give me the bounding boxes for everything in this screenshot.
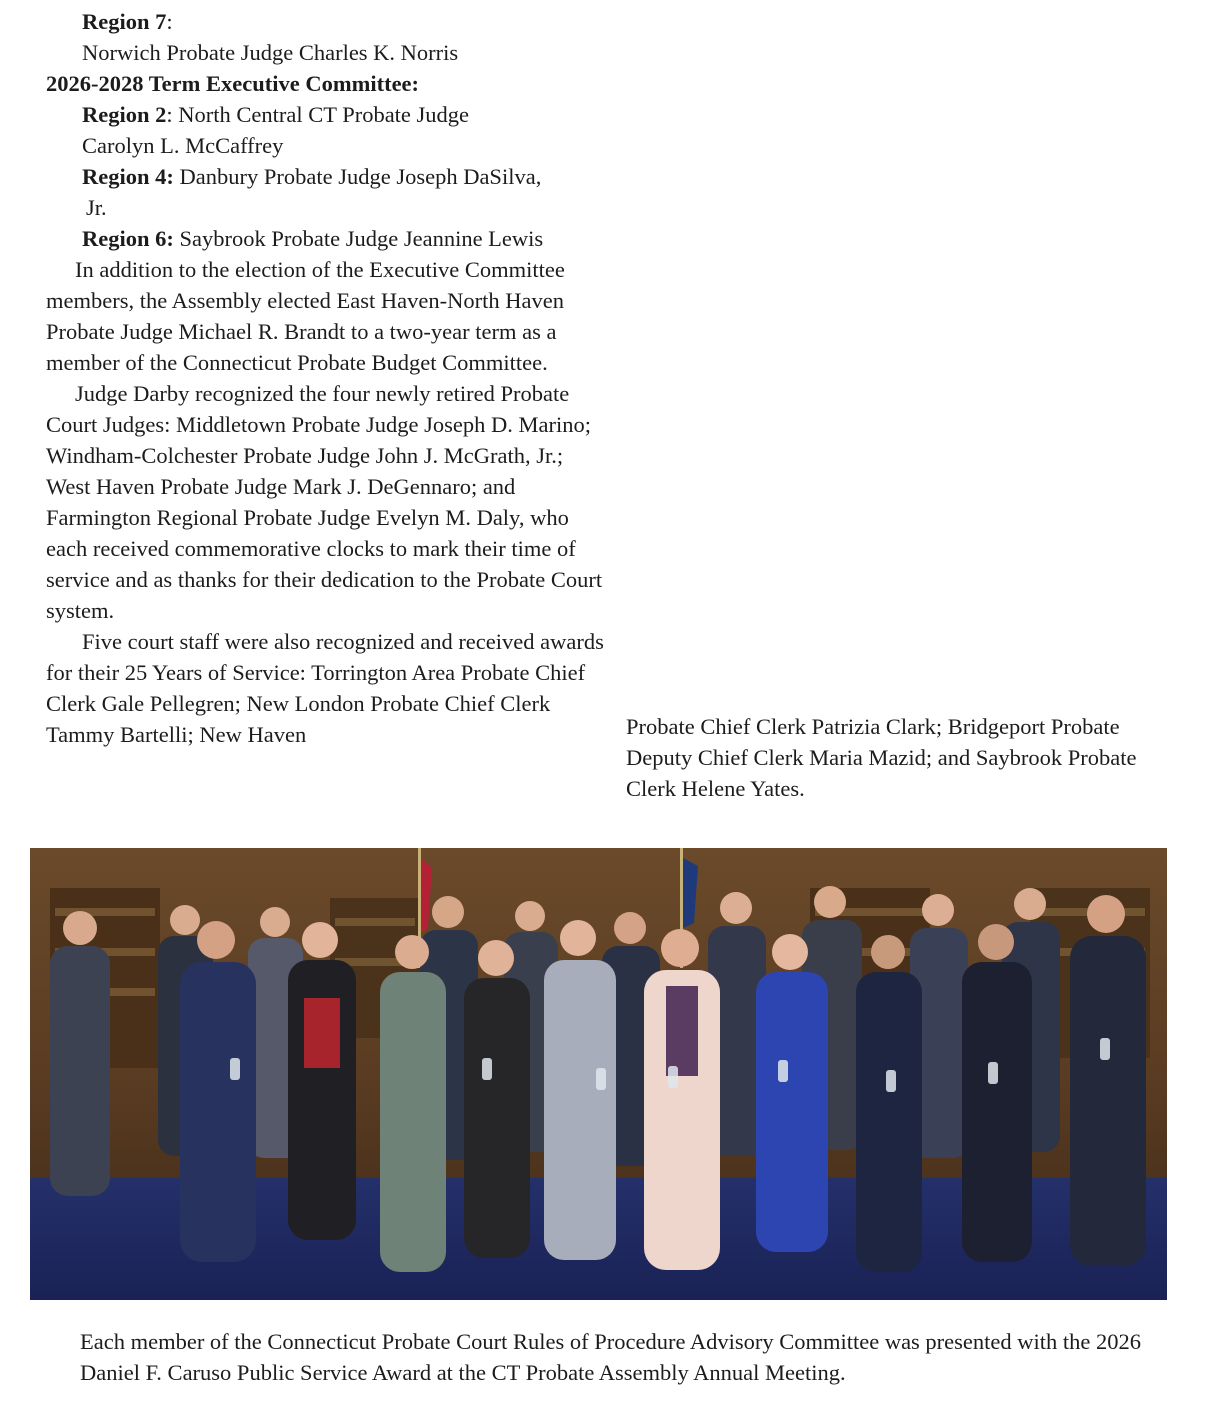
caption-text: Each member of the Connecticut Probate Court Rules of Procedure Advisory Committee was presented with the 2026 Daniel F. Caruso Public Service Award at the CT Probate Assembly Annual Meeting. (80, 1329, 1142, 1385)
region6-line (46, 223, 606, 254)
committee-heading-text: 2026-2028 Term Executive Committee: (46, 71, 420, 96)
group-photo (30, 848, 1167, 1300)
paragraph-staff-awards-continued: Probate Chief Clerk Patrizia Clark; Bridgeport Probate Deputy Chief Clerk Maria Mazid; and Saybrook Probate Clerk Helene Yates. (626, 714, 1137, 801)
right-column (626, 711, 1186, 804)
region4-label: Region 4: (82, 164, 174, 189)
paragraph-staff-awards: Five court staff were also recognized and received awards for their 25 Years of Service: Torrington Area Probate Chief Clerk Gale Pellegren; New London Probate Chief Clerk Tammy Bartelli; New Haven (46, 629, 604, 747)
paragraph-retired-judges: Judge Darby recognized the four newly retired Probate Court Judges: Middletown Probate Judge Joseph D. Marino; Windham-Colchester Probate Judge John J. McGrath, Jr.; West Haven Probate Judge Mark J. DeGennaro; and Farmington Regional Probate Judge Evelyn M. Daly, who each received commemorative clocks to mark their time of service and as thanks for their dedication to the Probate Court system. (46, 381, 603, 623)
region6-text: Saybrook Probate Judge Jeannine Lewis (173, 226, 544, 251)
left-column (46, 6, 606, 750)
region4-text: Danbury Probate Judge Joseph DaSilva, (173, 164, 542, 189)
region7-label: Region 7 (82, 9, 167, 34)
region2-text2: Carolyn L. McCaffrey (82, 133, 284, 158)
region2-label: Region 2 (82, 102, 167, 127)
region7-colon: : (166, 9, 173, 34)
region7-line (46, 6, 606, 37)
region4-text2: Jr. (86, 195, 107, 220)
region4-line (46, 161, 606, 192)
region6-label: Region 6: (82, 226, 174, 251)
committee-heading (46, 68, 606, 99)
region2-text: : North Central CT Probate Judge (166, 102, 470, 127)
paragraph-budget-committee: In addition to the election of the Executive Committee members, the Assembly elected East Haven-North Haven Probate Judge Michael R. Brandt to a two-year term as a member of the Connecticut Probate Budget Committee. (46, 257, 565, 375)
region2-line (46, 99, 606, 130)
region7-text: Norwich Probate Judge Charles K. Norris (82, 40, 459, 65)
photo-caption (80, 1326, 1180, 1388)
